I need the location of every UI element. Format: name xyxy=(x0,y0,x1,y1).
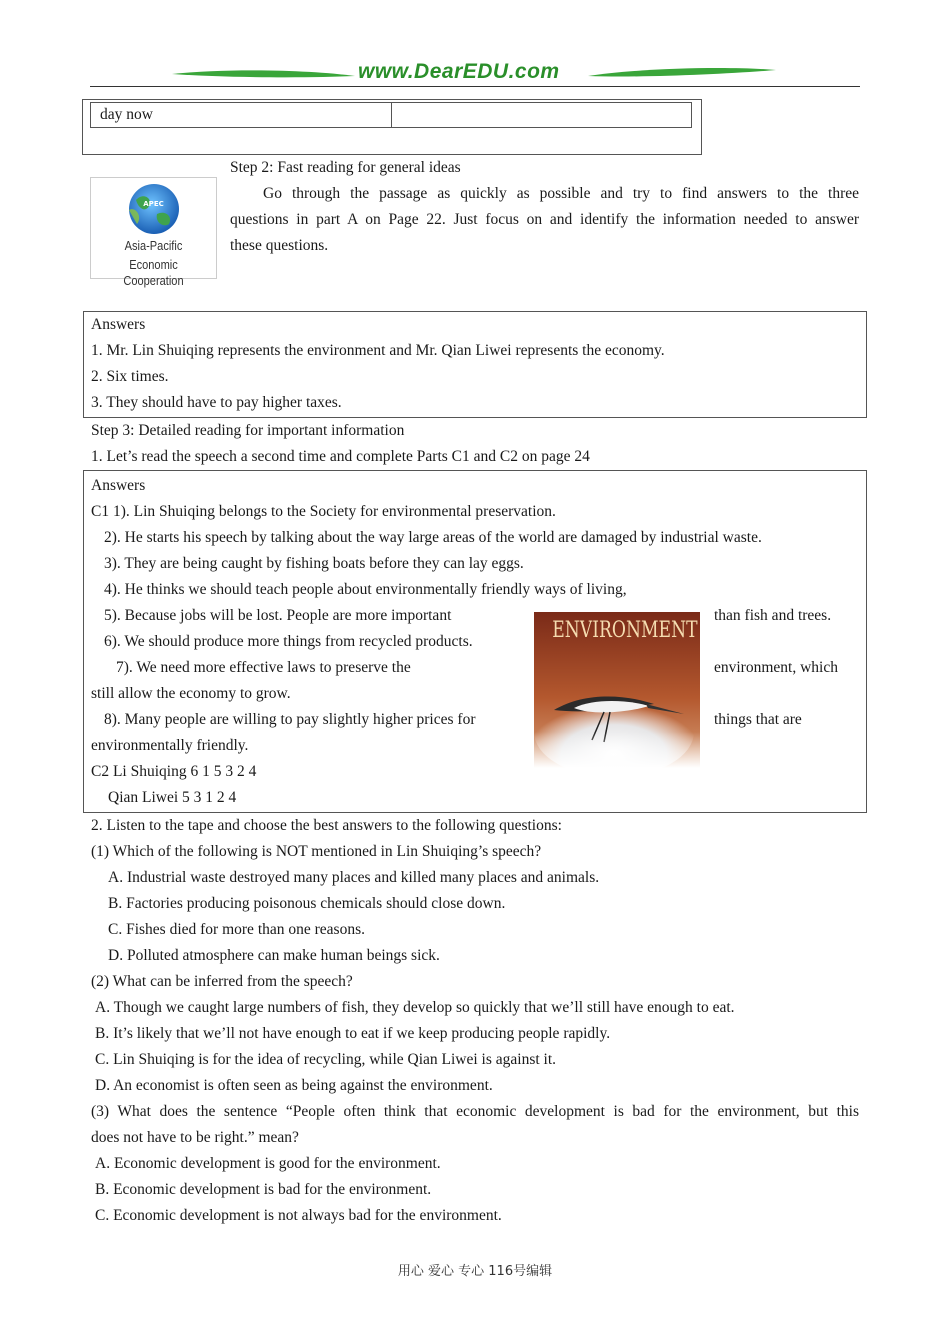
environment-image-title: ENVIRONMENT xyxy=(552,618,698,643)
header-rule xyxy=(90,86,860,87)
task2-q2-option-a: A. Though we caught large numbers of fish, they develop so quickly that we’ll still have enough to eat. xyxy=(95,999,735,1016)
apec-logo-line1: Asia-Pacific xyxy=(124,238,183,253)
apec-logo-line2: Economic Cooperation xyxy=(123,257,184,288)
task2-q2: (2) What can be inferred from the speech? xyxy=(91,973,353,990)
task2-q3-line-2: does not have to be right.” mean? xyxy=(91,1129,299,1146)
answers2-c1-2: 2). He starts his speech by talking about the way large areas of the world are damaged by industrial waste. xyxy=(104,529,762,546)
answers1-item-3: 3. They should have to pay higher taxes. xyxy=(91,394,342,411)
page-footer: 用心 爱心 专心 116号编辑 xyxy=(397,1264,553,1279)
answers2-c1-4: 4). He thinks we should teach people about environmentally friendly ways of living, xyxy=(104,581,627,598)
answers2-c1-8a: 8). Many people are willing to pay slightly higher prices for xyxy=(104,711,476,728)
answers2-c1-3: 3). They are being caught by fishing boats before they can lay eggs. xyxy=(104,555,524,572)
task2-q3-option-a: A. Economic development is good for the environment. xyxy=(95,1155,441,1172)
step2-line-1: Go through the passage as quickly as possible and try to find answers to the three xyxy=(263,185,859,202)
step2-title: Step 2: Fast reading for general ideas xyxy=(230,159,461,176)
task2-q3-line-1: (3) What does the sentence “People often think that economic development is bad for the environment, but this xyxy=(91,1103,859,1120)
answers2-c2-1: C2 Li Shuiqing 6 1 5 3 2 4 xyxy=(91,763,257,780)
answers1-item-1: 1. Mr. Lin Shuiqing represents the environment and Mr. Qian Liwei represents the economy. xyxy=(91,342,665,359)
answers2-c1-7b: environment, which xyxy=(714,659,838,676)
answers2-c1-5b: than fish and trees. xyxy=(714,607,832,624)
task2-q1: (1) Which of the following is NOT mentioned in Lin Shuiqing’s speech? xyxy=(91,843,542,860)
task2-q2-option-b: B. It’s likely that we’ll not have enough to eat if we keep producing people rapidly. xyxy=(95,1025,611,1042)
task2-q3-option-c: C. Economic development is not always bad for the environment. xyxy=(95,1207,502,1224)
top-table-cell-1-text: day now xyxy=(100,106,153,123)
task2-q1-option-a: A. Industrial waste destroyed many places and killed many places and animals. xyxy=(108,869,600,886)
answers2-c2-2: Qian Liwei 5 3 1 2 4 xyxy=(108,789,237,806)
globe-icon xyxy=(91,180,216,236)
task2-q1-option-c: C. Fishes died for more than one reasons. xyxy=(108,921,365,938)
task2-title: 2. Listen to the tape and choose the best answers to the following questions: xyxy=(91,817,562,834)
environment-image xyxy=(534,612,700,768)
answers1-item-2: 2. Six times. xyxy=(91,368,169,385)
answers2-c1-8b: things that are xyxy=(714,711,802,728)
answers2-c1-6: 6). We should produce more things from recycled products. xyxy=(104,633,473,650)
answers2-c1-7a: 7). We need more effective laws to preserve the xyxy=(116,659,411,676)
top-table-cell-2 xyxy=(391,102,692,128)
task2-q1-option-d: D. Polluted atmosphere can make human beings sick. xyxy=(108,947,440,964)
answers2-c1-8c: environmentally friendly. xyxy=(91,737,249,754)
apec-badge-text: APEC xyxy=(143,200,164,208)
task2-q3-option-b: B. Economic development is bad for the environment. xyxy=(95,1181,432,1198)
step3-task1: 1. Let’s read the speech a second time and complete Parts C1 and C2 on page 24 xyxy=(91,448,590,465)
task2-q2-option-c: C. Lin Shuiqing is for the idea of recycling, while Qian Liwei is against it. xyxy=(95,1051,557,1068)
step2-line-3: these questions. xyxy=(230,237,329,254)
step3-title: Step 3: Detailed reading for important information xyxy=(91,422,405,439)
answers2-label: Answers xyxy=(91,477,146,494)
answers2-c1-5a: 5). Because jobs will be lost. People are more important xyxy=(104,607,452,624)
answers2-c1-7c: still allow the economy to grow. xyxy=(91,685,291,702)
header-site-logo[interactable]: www.DearEDU.com xyxy=(358,60,560,83)
task2-q2-option-d: D. An economist is often seen as being against the environment. xyxy=(95,1077,493,1094)
task2-q1-option-b: B. Factories producing poisonous chemicals should close down. xyxy=(108,895,506,912)
answers2-c1-1: C1 1). Lin Shuiqing belongs to the Society for environmental preservation. xyxy=(91,503,556,520)
answers1-label: Answers xyxy=(91,316,146,333)
apec-logo-image xyxy=(90,177,217,288)
top-table-cell-1 xyxy=(90,102,392,128)
step2-line-2: questions in part A on Page 22. Just focus on and identify the information needed to answer xyxy=(230,211,859,228)
